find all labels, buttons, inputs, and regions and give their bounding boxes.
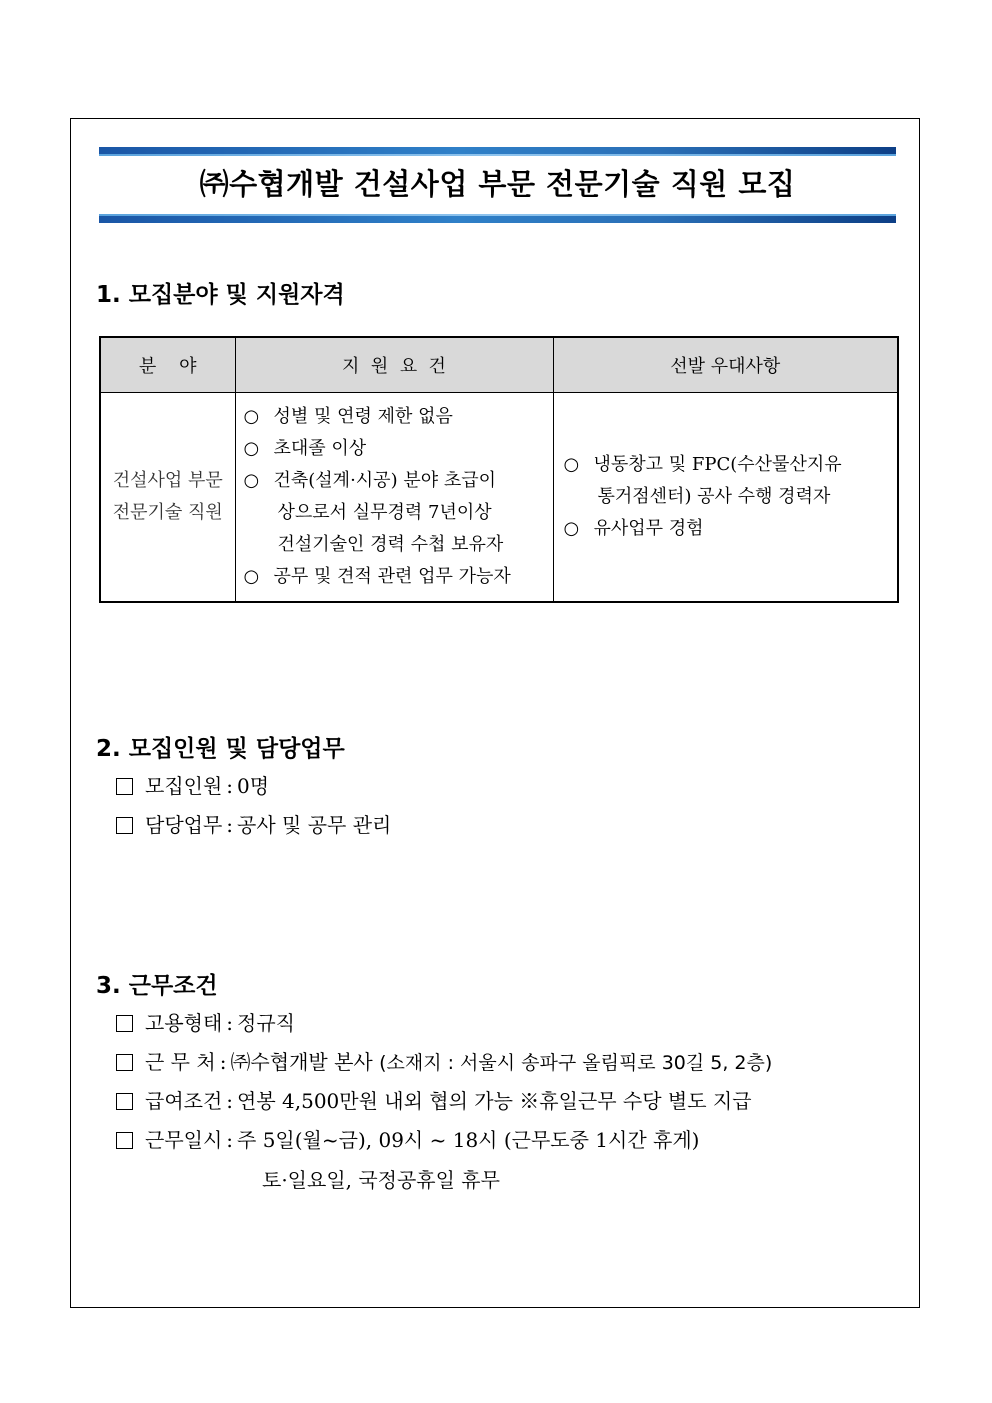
colon: :	[219, 1050, 227, 1074]
preference-text: 통거점센터) 공사 수행 경력자	[597, 486, 831, 507]
list-item	[564, 481, 892, 513]
circle-bullet-icon: ○	[243, 470, 260, 491]
section3-heading: 3. 근무조건	[96, 973, 218, 999]
item-value: 주 5일(월~금), 09시 ~ 18시 (근무도중 1시간 휴게)	[237, 1128, 700, 1152]
colon: :	[226, 1089, 234, 1113]
checkbox-icon	[116, 778, 133, 795]
item-value-line2: 토·일요일, 국정공휴일 휴무	[262, 1168, 500, 1192]
list-item	[116, 1126, 699, 1154]
list-item	[116, 1048, 772, 1077]
list-item	[116, 811, 391, 839]
colon: :	[226, 1128, 234, 1152]
title-bar-bottom	[99, 216, 896, 223]
item-label: 고용형태	[145, 1011, 223, 1035]
colon: :	[226, 813, 234, 837]
item-label: 근무일시	[145, 1128, 223, 1152]
item-value: 연봉 4,500만원 내외 협의 가능 ※휴일근무 수당 별도 지급	[237, 1089, 752, 1113]
list-item	[244, 465, 547, 497]
title-banner	[99, 147, 896, 225]
item-label: 급여조건	[145, 1089, 223, 1113]
table-row	[100, 393, 898, 603]
list-item	[564, 449, 892, 481]
field-line-2: 전문기술 직원	[112, 502, 223, 523]
circle-bullet-icon: ○	[243, 438, 260, 459]
section1-heading: 1. 모집분야 및 지원자격	[96, 282, 345, 308]
circle-bullet-icon: ○	[563, 454, 580, 475]
preferences-cell	[553, 393, 898, 603]
page-title: ㈜수협개발 건설사업 부문 전문기술 직원 모집	[199, 167, 796, 201]
checkbox-icon	[116, 1093, 133, 1110]
header-requirements: 지 원 요 건	[235, 337, 553, 393]
colon: :	[226, 1011, 234, 1035]
requirements-cell	[235, 393, 553, 603]
item-value: 0명	[237, 774, 270, 798]
item-value: ㈜수협개발 본사	[230, 1050, 373, 1074]
list-item	[244, 401, 547, 433]
section2-heading: 2. 모집인원 및 담당업무	[96, 736, 345, 762]
field-line-1: 건설사업 부문	[112, 470, 223, 491]
preference-text: 냉동창고 및 FPC(수산물산지유	[593, 454, 842, 475]
field-cell	[100, 393, 235, 603]
preferences-list	[554, 449, 898, 545]
colon: :	[226, 774, 234, 798]
list-item	[244, 529, 547, 561]
item-value-extra: (소재지 : 서울시 송파구 올림픽로 30길 5, 2층)	[379, 1052, 773, 1074]
checkbox-icon	[116, 1132, 133, 1149]
requirement-text: 건축(설계·시공) 분야 초급이	[273, 470, 496, 491]
header-field: 분 야	[100, 337, 235, 393]
requirement-text: 상으로서 실무경력 7년이상	[277, 502, 492, 523]
item-value: 정규직	[237, 1011, 295, 1035]
requirements-table	[99, 336, 899, 603]
circle-bullet-icon: ○	[243, 406, 260, 427]
list-item	[116, 772, 269, 800]
requirement-text: 건설기술인 경력 수첩 보유자	[277, 534, 504, 555]
item-label: 모집인원	[145, 774, 223, 798]
requirement-text: 초대졸 이상	[273, 438, 367, 459]
header-preferences: 선발 우대사항	[553, 337, 898, 393]
list-item	[116, 1009, 295, 1037]
circle-bullet-icon: ○	[243, 566, 260, 587]
list-item	[244, 497, 547, 529]
requirements-list	[236, 401, 553, 593]
list-item	[244, 433, 547, 465]
checkbox-icon	[116, 1015, 133, 1032]
requirement-text: 공무 및 견적 관련 업무 가능자	[273, 566, 511, 587]
table-header-row	[100, 337, 898, 393]
list-item	[244, 561, 547, 593]
title-bar-top	[99, 147, 896, 154]
list-item	[116, 1087, 752, 1115]
list-item	[564, 513, 892, 545]
preference-text: 유사업무 경험	[593, 518, 704, 539]
circle-bullet-icon: ○	[563, 518, 580, 539]
item-label: 담당업무	[145, 813, 223, 837]
item-value: 공사 및 공무 관리	[237, 813, 392, 837]
requirement-text: 성별 및 연령 제한 없음	[273, 406, 453, 427]
item-label: 근 무 처	[145, 1050, 216, 1074]
checkbox-icon	[116, 1054, 133, 1071]
checkbox-icon	[116, 817, 133, 834]
